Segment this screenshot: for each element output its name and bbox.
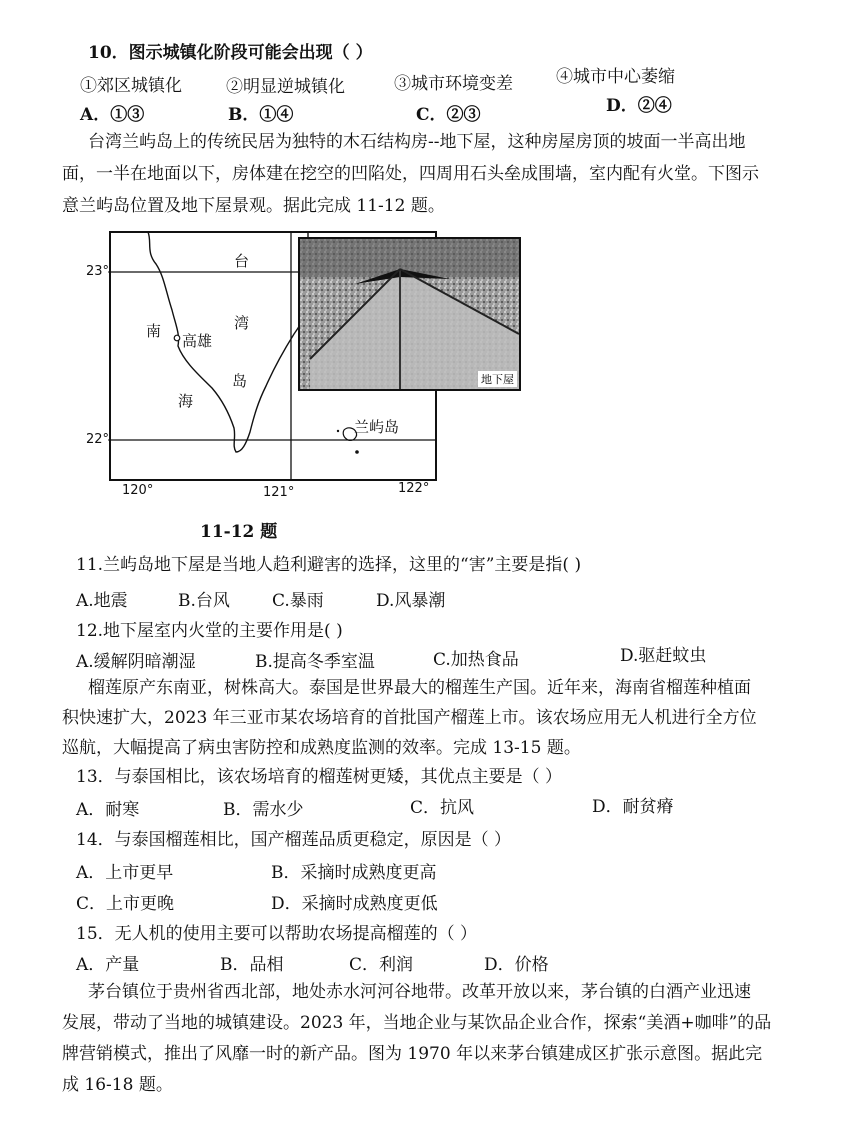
q12-stem: 12.地下屋室内火堂的主要作用是( ) (76, 621, 343, 641)
q13-option-b: B．需水少 (223, 800, 304, 820)
passage2-line-2: 积快速扩大，2023 年三亚市某农场培育的首批国产榴莲上市。该农场应用无人机进行全方位 (62, 708, 757, 728)
q10-item-4: ④城市中心萎缩 (556, 67, 675, 87)
q15-option-a: A．产量 (76, 955, 140, 975)
q11-option-b: B.台风 (178, 591, 230, 611)
q15-option-d: D．价格 (484, 955, 549, 975)
q12-option-c: C.加热食品 (433, 650, 519, 670)
q14-option-b: B．采摘时成熟度更高 (271, 863, 437, 883)
lat-tick-23: 23° (86, 264, 110, 279)
q10-option-d: D．②④ (606, 96, 672, 116)
q14-option-a: A．上市更早 (76, 863, 174, 883)
q15-stem: 15．无人机的使用主要可以帮助农场提高榴莲的（ ） (76, 924, 478, 944)
q10-item-1: ①郊区城镇化 (80, 76, 182, 96)
photo-caption: 地下屋 (478, 371, 517, 387)
label-hai: 海 (178, 392, 194, 410)
q13-stem: 13．与泰国相比，该农场培育的榴莲树更矮，其优点主要是（ ） (76, 767, 563, 787)
passage2-line-3: 巡航，大幅提高了病虫害防控和成熟度监测的效率。完成 13-15 题。 (62, 738, 581, 758)
label-lanyu: 兰屿岛 (354, 418, 400, 436)
q10-option-a: A．①③ (80, 105, 145, 125)
label-tai: 台 (234, 252, 250, 270)
label-wan: 湾 (234, 314, 250, 332)
q10-option-b: B．①④ (228, 105, 294, 125)
passage3-line-1: 茅台镇位于贵州省西北部，地处赤水河河谷地带。改革开放以来，茅台镇的白酒产业迅速 (88, 982, 751, 1002)
passage1-line-3: 意兰屿岛位置及地下屋景观。据此完成 11-12 题。 (62, 196, 445, 216)
q14-stem: 14．与泰国榴莲相比，国产榴莲品质更稳定，原因是（ ） (76, 830, 512, 850)
passage2-line-1: 榴莲原产东南亚，树株高大。泰国是世界最大的榴莲生产国。近年来，海南省榴莲种植面 (88, 678, 751, 698)
passage3-line-3: 牌营销模式，推出了风靡一时的新产品。图为 1970 年以来茅台镇建成区扩张示意图。据此完 (62, 1044, 763, 1064)
q11-option-d: D.风暴潮 (376, 591, 446, 611)
figure-caption: 11-12 题 (200, 522, 278, 542)
q10-item-2: ②明显逆城镇化 (226, 77, 345, 97)
lat-tick-22: 22° (86, 432, 110, 447)
q10-option-c: C．②③ (416, 105, 481, 125)
label-dao: 岛 (232, 372, 248, 390)
q12-option-d: D.驱赶蚊虫 (620, 646, 707, 666)
label-nan: 南 (146, 322, 162, 340)
passage3-line-4: 成 16-18 题。 (62, 1075, 173, 1095)
label-gaoxiong: 高雄 (182, 332, 213, 350)
q15-option-c: C．利润 (349, 955, 414, 975)
q11-option-a: A.地震 (76, 591, 128, 611)
q13-option-c: C．抗风 (410, 798, 475, 818)
lon-tick-122: 122° (398, 481, 430, 496)
q13-option-a: A．耐寒 (76, 800, 140, 820)
q12-option-b: B.提高冬季室温 (255, 652, 375, 672)
passage1-line-2: 面，一半在地面以下，房体建在挖空的凹陷处，四周用石头垒成围墙，室内配有火堂。下图示 (62, 164, 759, 184)
q12-option-a: A.缓解阴暗潮湿 (76, 652, 196, 672)
q13-option-d: D．耐贫瘠 (592, 797, 674, 817)
passage1-line-1: 台湾兰屿岛上的传统民居为独特的木石结构房--地下屋，这种房屋房顶的坡面一半高出地 (88, 132, 746, 152)
q10-stem: 10．图示城镇化阶段可能会出现（ ） (88, 43, 373, 63)
lon-tick-120: 120° (122, 483, 154, 498)
q14-option-d: D．采摘时成熟度更低 (271, 894, 438, 914)
q15-option-b: B．品相 (220, 955, 284, 975)
q11-stem: 11.兰屿岛地下屋是当地人趋利避害的选择，这里的“害”主要是指( ) (76, 555, 582, 575)
underground-house-photo (298, 237, 521, 391)
q10-item-3: ③城市环境变差 (394, 74, 513, 94)
q14-option-c: C．上市更晚 (76, 894, 175, 914)
passage3-line-2: 发展，带动了当地的城镇建设。2023 年，当地企业与某饮品企业合作，探索“美酒+咖啡”的品 (62, 1013, 772, 1033)
q11-option-c: C.暴雨 (272, 591, 324, 611)
lon-tick-121: 121° (263, 485, 295, 500)
